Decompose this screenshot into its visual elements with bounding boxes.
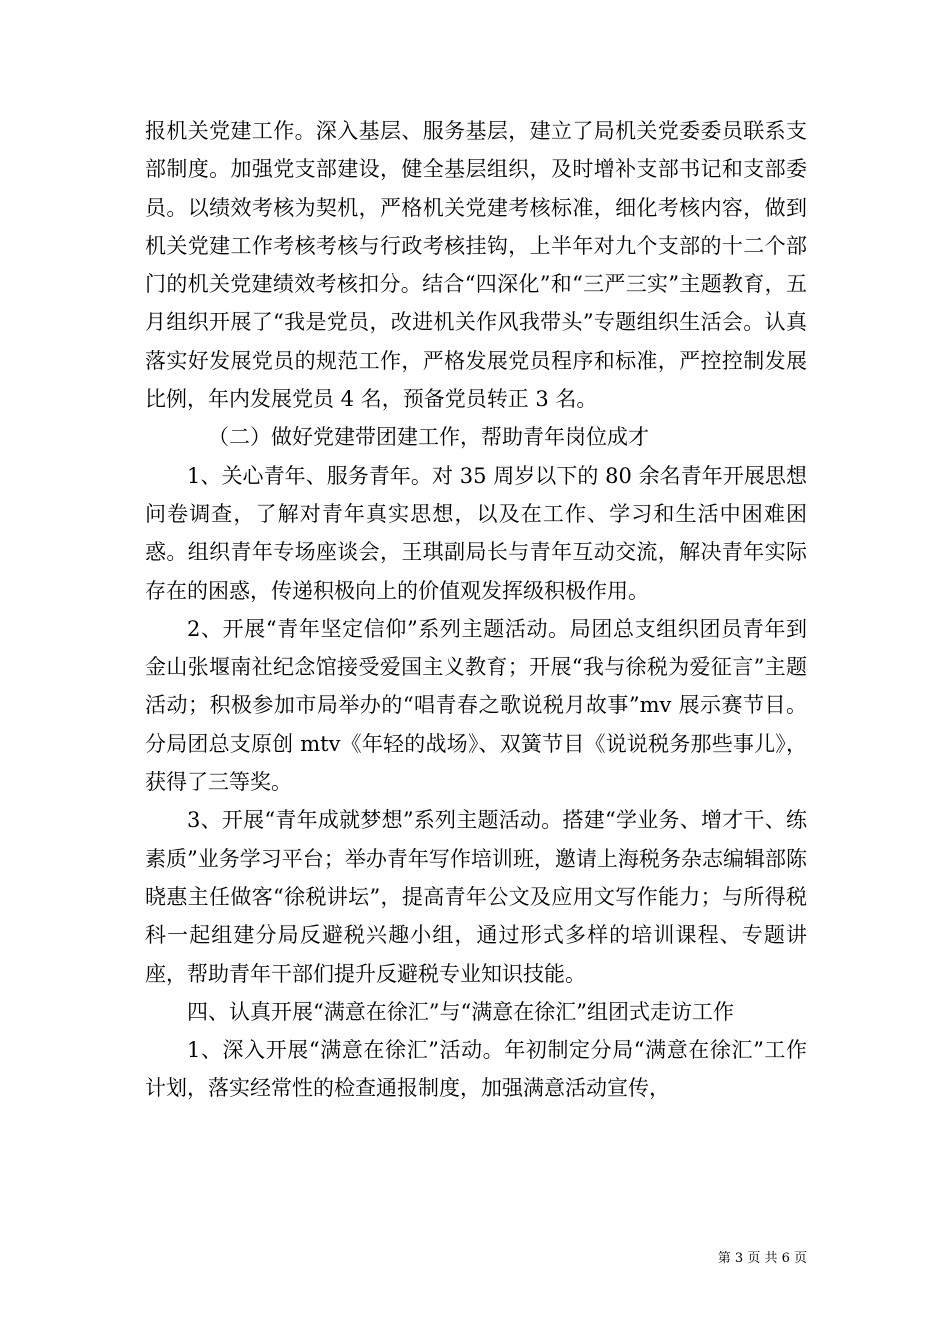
paragraph-youth-faith-activities: 2、开展“青年坚定信仰”系列主题活动。局团总支组织团员青年到金山张堰南社纪念馆接受爱国主义教育；开展“我与徐税为爱征言”主题活动；积极参加市局举办的“唱青春之歌说税月故事”mv 展示赛节目。分局团总支原创 mtv《年轻的战场》、双簧节目《说说税务那些事儿》，获得了三等奖。: [145, 616, 807, 795]
paragraph-youth-dream-activities: 3、开展“青年成就梦想”系列主题活动。搭建“学业务、增才干、练素质”业务学习平台；举办青年写作培训班，邀请上海税务杂志编辑部陈晓惠主任做客“徐税讲坛”，提高青年公文及应用文写作能力；与所得税科一起组建分局反避税兴趣小组，通过形式多样的培训课程、专题讲座，帮助青年干部们提升反避税专业知识技能。: [145, 808, 807, 986]
paragraph-party-building: 报机关党建工作。深入基层、服务基层，建立了局机关党委委员联系支部制度。加强党支部建设，健全基层组织，及时增补支部书记和支部委员。以绩效考核为契机，严格机关党建考核标准，细化考核内容，做到机关党建工作考核考核与行政考核挂钩，上半年对九个支部的十二个部门的机关党建绩效考核扣分。结合“四深化”和“三严三实”主题教育，五月组织开展了“我是党员，改进机关作风我带头”专题组织生活会。认真落实好发展党员的规范工作，严格发展党员程序和标准，严控控制发展比例，年内发展党员 4 名，预备党员转正 3 名。: [145, 119, 807, 412]
document-body: [145, 112, 807, 1108]
page-number-footer: 第 3 页 共 6 页: [717, 1251, 807, 1266]
section-heading-satisfaction-xuhui: 四、认真开展“满意在徐汇”与“满意在徐汇”组团式走访工作: [187, 999, 734, 1024]
paragraph-satisfaction-activity: 1、深入开展“满意在徐汇”活动。年初制定分局“满意在徐汇”工作计划，落实经常性的检查通报制度，加强满意活动宣传，: [145, 1038, 807, 1101]
paragraph-care-for-youth: 1、关心青年、服务青年。对 35 周岁以下的 80 余名青年开展思想问卷调查，了解对青年真实思想，以及在工作、学习和生活中困难困惑。组织青年专场座谈会，王琪副局长与青年互动交流，解决青年实际存在的困惑，传递积极向上的价值观发挥级积极作用。: [145, 463, 807, 603]
section-heading-league-building: （二）做好党建带团建工作，帮助青年岗位成才: [208, 425, 649, 450]
